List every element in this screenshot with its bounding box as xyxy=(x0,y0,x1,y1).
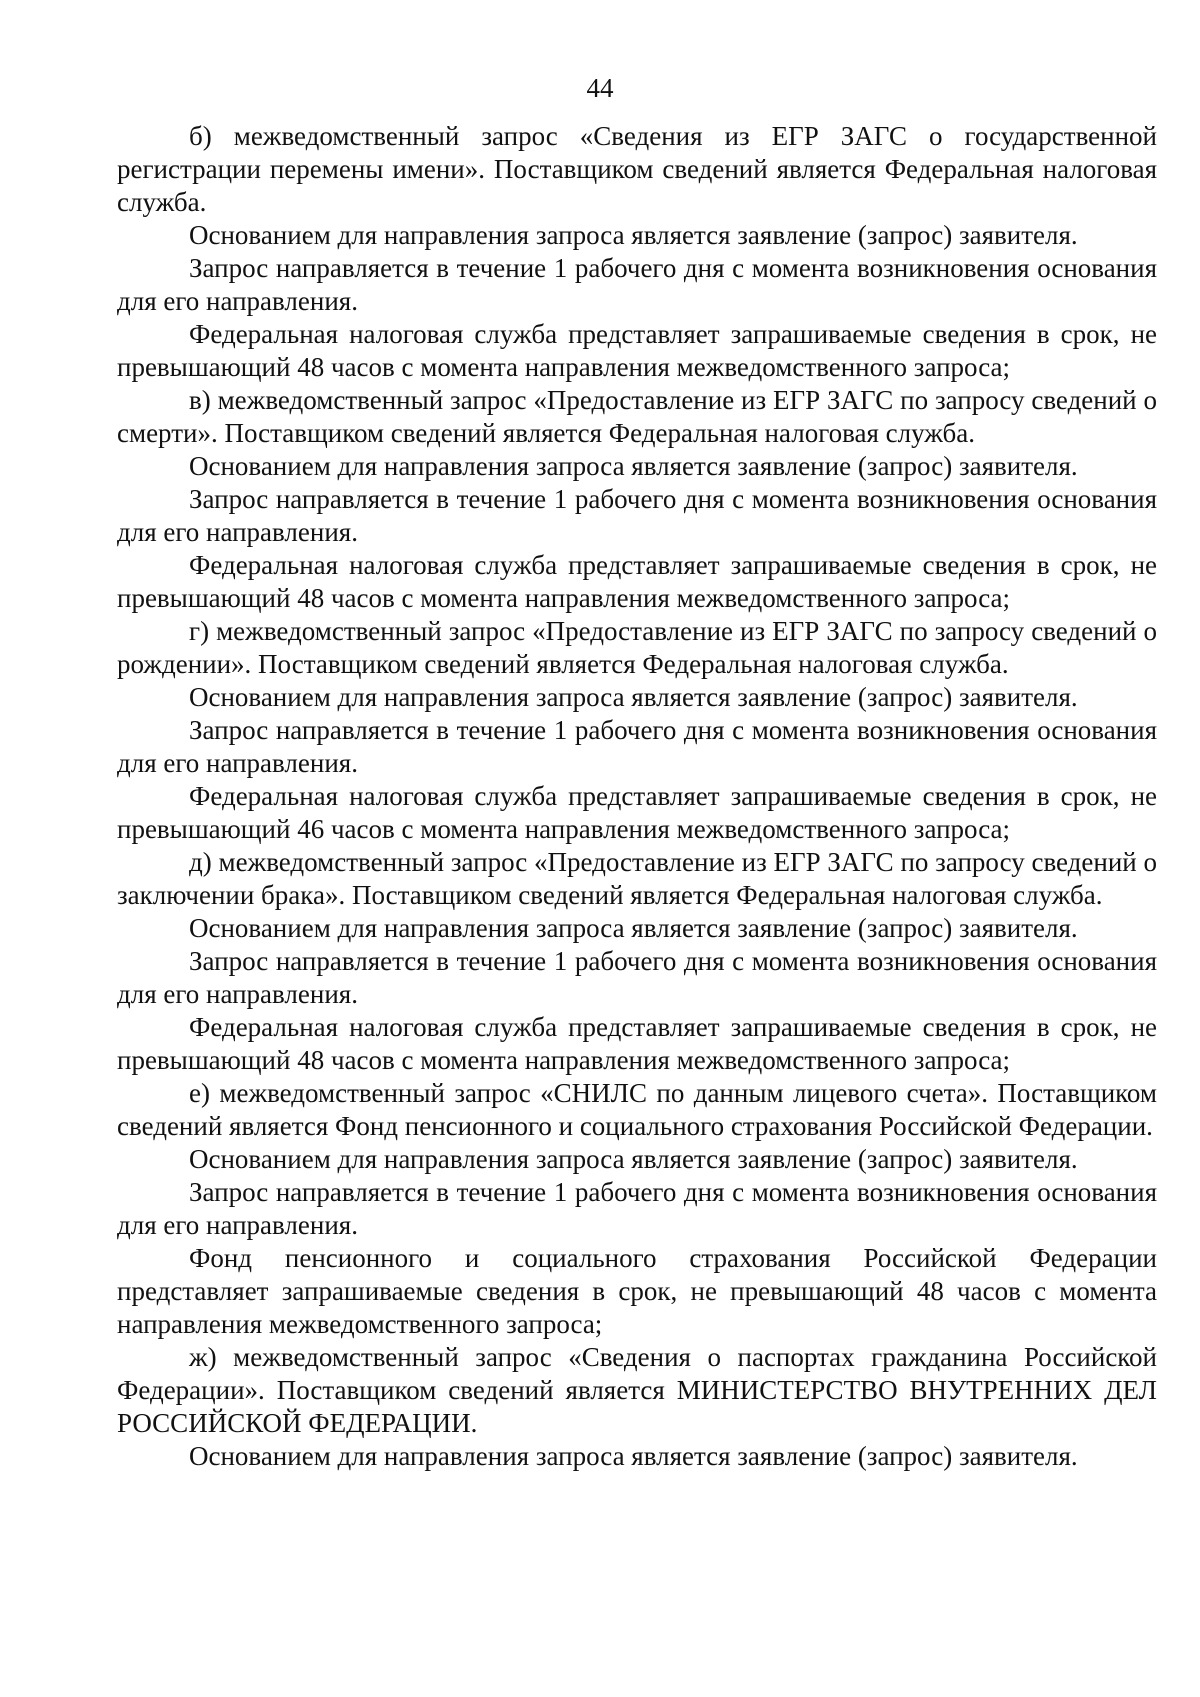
paragraph-zh-request: ж) межведомственный запрос «Сведения о паспортах гражданина Российской Федерации». Поставщиком сведений является МИНИСТЕРСТВО ВНУТРЕННИХ ДЕЛ РОССИЙСКОЙ ФЕДЕРАЦИИ. xyxy=(117,1342,1157,1438)
paragraph-response-deadline: Федеральная налоговая служба представляет запрашиваемые сведения в срок, не превышающий 46 часов с момента направления межведомственного запроса; xyxy=(117,781,1157,844)
paragraph-basis: Основанием для направления запроса является заявление (запрос) заявителя. xyxy=(189,220,1078,250)
paragraph-basis: Основанием для направления запроса является заявление (запрос) заявителя. xyxy=(189,913,1078,943)
paragraph-basis: Основанием для направления запроса является заявление (запрос) заявителя. xyxy=(189,1441,1078,1471)
paragraph-basis: Основанием для направления запроса является заявление (запрос) заявителя. xyxy=(189,682,1078,712)
paragraph-timing: Запрос направляется в течение 1 рабочего дня с момента возникновения основания для его направления. xyxy=(117,946,1157,1009)
paragraph-basis: Основанием для направления запроса является заявление (запрос) заявителя. xyxy=(189,451,1078,481)
paragraph-response-deadline: Фонд пенсионного и социального страхования Российской Федерации представляет запрашиваемые сведения в срок, не превышающий 48 часов с момента направления межведомственного запроса; xyxy=(117,1243,1157,1339)
paragraph-timing: Запрос направляется в течение 1 рабочего дня с момента возникновения основания для его направления. xyxy=(117,1177,1157,1240)
document-body xyxy=(117,120,1157,1473)
paragraph-b-request: б) межведомственный запрос «Сведения из ЕГР ЗАГС о государственной регистрации перемены имени». Поставщиком сведений является Федеральная налоговая служба. xyxy=(117,121,1157,217)
paragraph-timing: Запрос направляется в течение 1 рабочего дня с момента возникновения основания для его направления. xyxy=(117,484,1157,547)
paragraph-d-request: д) межведомственный запрос «Предоставление из ЕГР ЗАГС по запросу сведений о заключении брака». Поставщиком сведений является Федеральная налоговая служба. xyxy=(117,847,1157,910)
paragraph-response-deadline: Федеральная налоговая служба представляет запрашиваемые сведения в срок, не превышающий 48 часов с момента направления межведомственного запроса; xyxy=(117,550,1157,613)
paragraph-basis: Основанием для направления запроса является заявление (запрос) заявителя. xyxy=(189,1144,1078,1174)
paragraph-response-deadline: Федеральная налоговая служба представляет запрашиваемые сведения в срок, не превышающий 48 часов с момента направления межведомственного запроса; xyxy=(117,319,1157,382)
paragraph-response-deadline: Федеральная налоговая служба представляет запрашиваемые сведения в срок, не превышающий 48 часов с момента направления межведомственного запроса; xyxy=(117,1012,1157,1075)
page-number: 44 xyxy=(586,73,614,103)
paragraph-timing: Запрос направляется в течение 1 рабочего дня с момента возникновения основания для его направления. xyxy=(117,715,1157,778)
paragraph-g-request: г) межведомственный запрос «Предоставление из ЕГР ЗАГС по запросу сведений о рождении». Поставщиком сведений является Федеральная налоговая служба. xyxy=(117,616,1157,679)
paragraph-v-request: в) межведомственный запрос «Предоставление из ЕГР ЗАГС по запросу сведений о смерти». Поставщиком сведений является Федеральная налоговая служба. xyxy=(117,385,1157,448)
paragraph-timing: Запрос направляется в течение 1 рабочего дня с момента возникновения основания для его направления. xyxy=(117,253,1157,316)
paragraph-e-request: е) межведомственный запрос «СНИЛС по данным лицевого счета». Поставщиком сведений является Фонд пенсионного и социального страхования Российской Федерации. xyxy=(117,1078,1157,1141)
